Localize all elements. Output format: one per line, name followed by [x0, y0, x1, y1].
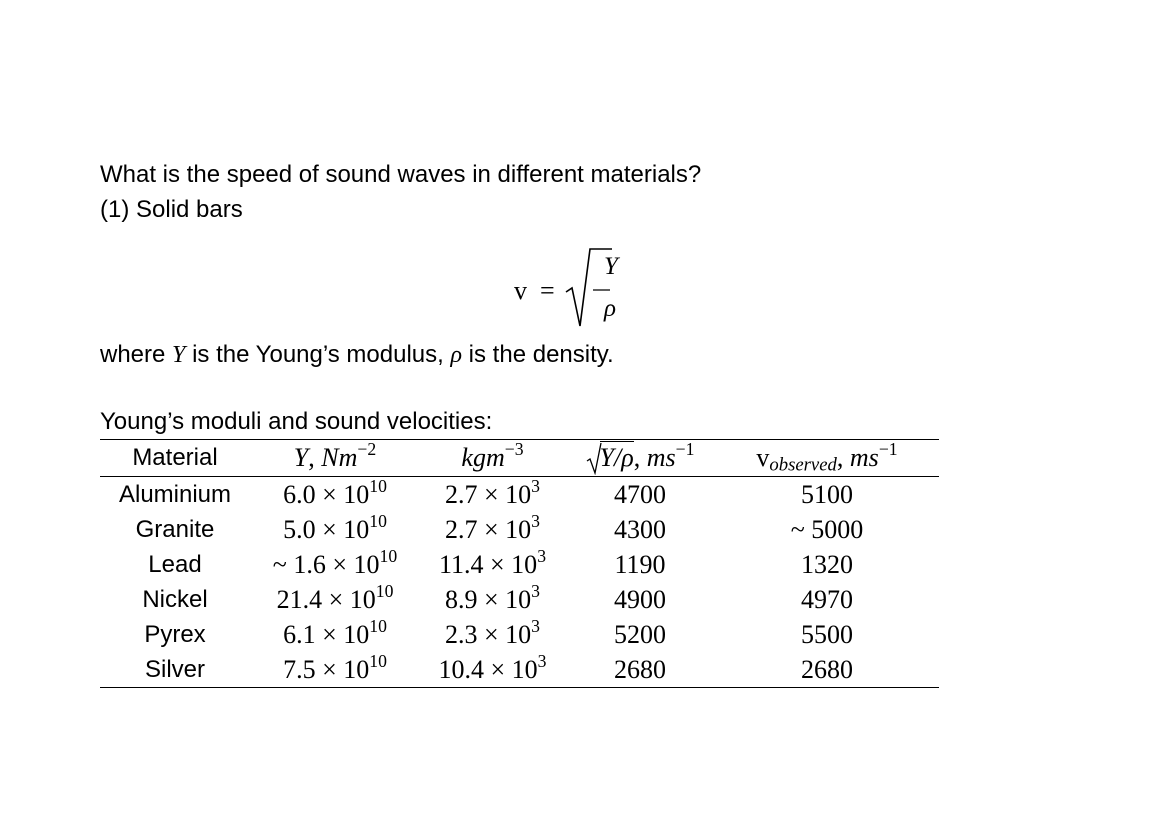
- table-caption: Young’s moduli and sound velocities:: [100, 408, 493, 435]
- speed-formula: [514, 246, 634, 332]
- table-row: [100, 652, 939, 688]
- cell-density: $8.9 \times 10^3$: [444, 580, 540, 614]
- formula-lhs: v =: [514, 276, 555, 305]
- header-observed-speed: $v_{observed}$, $ms^{-1}$: [756, 439, 898, 476]
- cell-calculated-speed: 5200: [614, 619, 666, 649]
- cell-observed-speed: 4970: [801, 584, 853, 614]
- cell-material: Aluminium: [118, 480, 232, 508]
- cell-calculated-speed: 4900: [614, 584, 666, 614]
- variable-definitions: where Y is the Young’s modulus, ρ is the density.: [100, 341, 614, 368]
- density-symbol: ρ: [450, 342, 463, 368]
- formula-numerator: Y: [604, 253, 618, 280]
- materials-table: [100, 439, 939, 688]
- table-row: [100, 512, 939, 547]
- table-row: [100, 617, 939, 652]
- table-row: [100, 477, 939, 513]
- cell-material: Lead: [148, 550, 202, 578]
- cell-observed-speed: 5500: [801, 619, 853, 649]
- cell-observed-speed: 2680: [801, 654, 853, 684]
- cell-observed-speed: 5100: [801, 479, 853, 509]
- cell-youngs-modulus: $5.0 \times 10^{10}$: [283, 510, 387, 544]
- question-text: What is the speed of sound waves in different materials?: [100, 161, 702, 188]
- cell-density: $10.4 \times 10^3$: [438, 650, 547, 684]
- cell-observed-speed: ~ 5000: [790, 514, 864, 544]
- cell-youngs-modulus: $7.5 \times 10^{10}$: [283, 650, 387, 684]
- cell-youngs-modulus: $6.1 \times 10^{10}$: [283, 615, 387, 649]
- header-calculated-speed: Y/ρ, $ms^{-1}$: [565, 440, 715, 477]
- table-header-row: [100, 440, 939, 477]
- youngs-modulus-symbol: Y: [172, 342, 186, 368]
- header-material: Material: [132, 444, 218, 471]
- cell-youngs-modulus: $21.4 \times 10^{10}$: [276, 580, 394, 614]
- header-youngs-modulus: Y, $Nm^{-2}$: [293, 439, 377, 472]
- cell-calculated-speed: 4700: [614, 479, 666, 509]
- table-row: [100, 582, 939, 617]
- cell-youngs-modulus: $6.0 \times 10^{10}$: [283, 475, 387, 509]
- header-density: kgm$^{-3}$: [461, 439, 524, 472]
- cell-material: Silver: [144, 655, 205, 683]
- sqrt-icon: Y/ρ: [586, 443, 634, 473]
- cell-observed-speed: 1320: [801, 549, 853, 579]
- cell-density: $11.4 \times 10^3$: [438, 545, 547, 579]
- cell-calculated-speed: 2680: [614, 654, 666, 684]
- cell-density: $2.3 \times 10^3$: [444, 615, 540, 649]
- cell-density: $2.7 \times 10^3$: [444, 510, 540, 544]
- table-row: [100, 547, 939, 582]
- cell-youngs-modulus: ~ $1.6 \times 10^{10}$: [272, 545, 398, 579]
- cell-material: Nickel: [142, 585, 208, 613]
- cell-density: $2.7 \times 10^3$: [444, 475, 540, 509]
- cell-material: Granite: [135, 515, 215, 543]
- cell-material: Pyrex: [144, 620, 206, 648]
- formula-denominator: ρ: [604, 295, 616, 322]
- cell-calculated-speed: 1190: [614, 549, 666, 579]
- cell-calculated-speed: 4300: [614, 514, 666, 544]
- section-heading: (1) Solid bars: [100, 196, 243, 223]
